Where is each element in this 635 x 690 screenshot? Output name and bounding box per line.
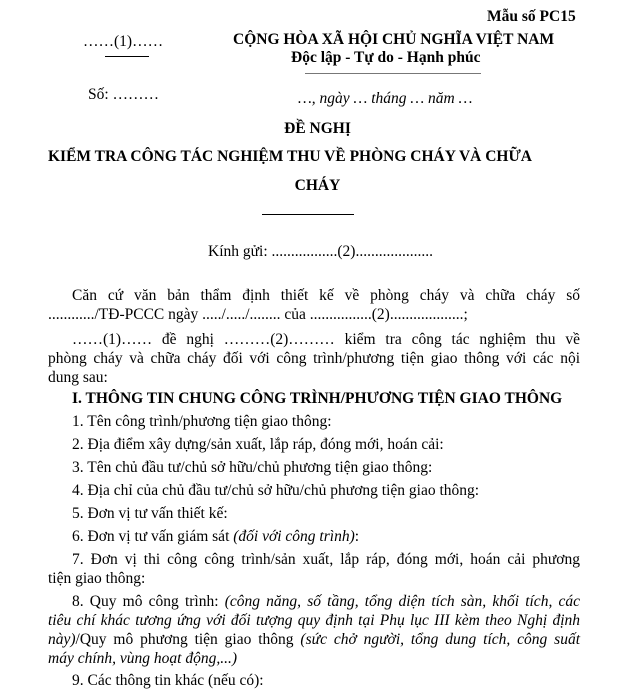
item7-line2: tiện giao thông: [48, 570, 146, 587]
document-number: Số: ……… [88, 86, 160, 103]
motto-underline [305, 73, 481, 74]
form-code: Mẫu số PC15 [487, 8, 576, 25]
document-subtitle-line1: KIỂM TRA CÔNG TÁC NGHIỆM THU VỀ PHÒNG CHÁY VÀ CHỮA [48, 148, 532, 165]
item6-text: 6. Đơn vị tư vấn giám sát [72, 528, 234, 545]
item8-note1-c: này) [48, 631, 76, 648]
item8-line3 [48, 631, 580, 649]
basis-line1: Căn cứ văn bản thẩm định thiết kế về phòng cháy và chữa cháy số [72, 287, 580, 304]
item8-prefix: 8. Quy mô công trình: [72, 593, 225, 610]
recipient: Kính gửi: .................(2).................... [208, 243, 433, 260]
date-line: …, ngày … tháng … năm … [298, 90, 473, 107]
list-item: 5. Đơn vị tư vấn thiết kế: [72, 505, 228, 522]
item8-line1 [72, 593, 580, 611]
national-motto: Độc lập - Tự do - Hạnh phúc [291, 49, 481, 66]
list-item: 3. Tên chủ đầu tư/chủ sở hữu/chủ phương tiện giao thông: [72, 459, 433, 476]
agency-placeholder: ……(1)…… [83, 33, 164, 50]
item6-note: (đối với công trình) [233, 528, 355, 545]
item8-line4: máy chính, vùng hoạt động,...) [48, 650, 237, 667]
item7-line1: 7. Đơn vị thi công công trình/sản xuất, lắp ráp, đóng mới, hoán cải phương [72, 551, 580, 568]
agency-underline [105, 56, 149, 57]
list-item: 1. Tên công trình/phương tiện giao thông: [72, 413, 332, 430]
list-item-9: 9. Các thông tin khác (nếu có): [72, 672, 264, 689]
list-item-6 [72, 528, 359, 546]
request-line3: dung sau: [48, 369, 108, 386]
item8-line2: tiêu chí khác tương ứng với đối tượng quy định tại Phụ lục III kèm theo Nghị định [48, 612, 580, 629]
request-line1: ……(1)…… đề nghị ………(2)……… kiểm tra công tác nghiệm thu về [72, 331, 580, 348]
item8-note2-a: (sức chở người, tổng dung tích, công suất [300, 631, 580, 648]
basis-line2: ............/TĐ-PCCC ngày ...../...../........ của ................(2)...................; [48, 306, 468, 323]
item6-end: : [354, 528, 360, 545]
item8-mid: /Quy mô phương tiện giao thông [75, 631, 301, 648]
national-name: CỘNG HÒA XÃ HỘI CHỦ NGHĨA VIỆT NAM [233, 31, 555, 48]
list-item: 2. Địa điểm xây dựng/sản xuất, lắp ráp, đóng mới, hoán cải: [72, 436, 444, 453]
document-title: ĐỀ NGHỊ [284, 120, 351, 137]
item8-note1-a: (công năng, số tầng, tổng diện tích sàn, khối tích, các [224, 593, 580, 610]
request-line2: phòng cháy và chữa cháy đối với công trình/phương tiện giao thông với các nội [48, 350, 580, 367]
document-subtitle-line2: CHÁY [294, 177, 341, 194]
section-heading: I. THÔNG TIN CHUNG CÔNG TRÌNH/PHƯƠNG TIỆN GIAO THÔNG [72, 390, 563, 407]
list-item: 4. Địa chỉ của chủ đầu tư/chủ sở hữu/chủ phương tiện giao thông: [72, 482, 480, 499]
title-underline [262, 214, 354, 215]
